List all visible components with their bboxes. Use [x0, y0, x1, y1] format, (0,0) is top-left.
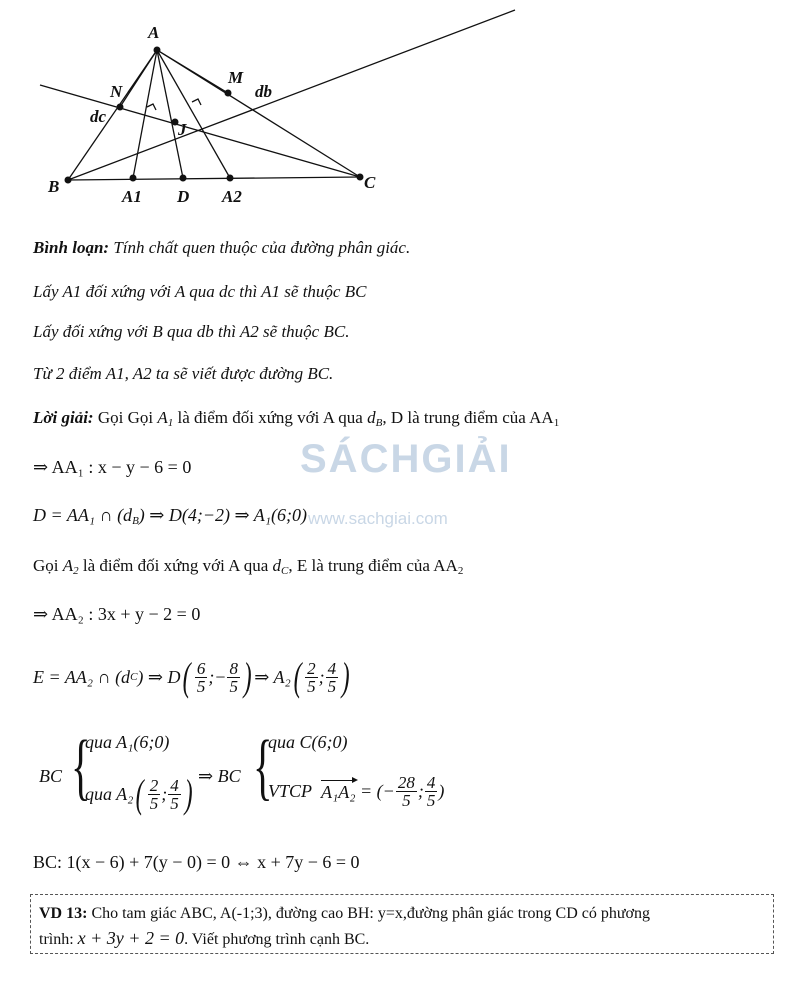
- bc-qua-a1: qua A₁(6;0): [85, 732, 170, 752]
- watermark-url: www.sachgiai.com: [308, 509, 448, 528]
- bc-arrow: ⇒ BC: [198, 766, 241, 786]
- frac-a2-y: $\frac{4}{5}$: [327, 658, 337, 696]
- example-line-1: VD 13: Cho tam giác ABC, A(-1;3), đường cao BH: y=x,đường phân giác trong CD có phương: [39, 905, 651, 922]
- watermark-title: SÁCHGIẢI: [300, 437, 512, 481]
- example-label: VD 13:: [39, 905, 88, 922]
- label-db: db: [255, 82, 272, 101]
- solution-heading: Lời giải:: [33, 408, 94, 427]
- frac-a2-x: $\frac{2}{5}$: [307, 658, 316, 696]
- label-C: C: [364, 173, 376, 192]
- commentary-line-4: Từ 2 điểm A1, A2 ta sẽ viết được đường BC.: [33, 364, 334, 383]
- example-line-2: trình: x + 3y + 2 = 0. Viết phương trình cạnh BC.: [39, 928, 370, 948]
- commentary-heading: Bình loạn:: [33, 238, 110, 257]
- bc-qua-a2: qua A₂ ( $\frac{2}{5}$ ; $\frac{4}{5}$ ): [85, 771, 193, 816]
- frac-d-x: $\frac{6}{5}$: [196, 658, 206, 696]
- commentary-line-1: Bình loạn: Tính chất quen thuộc của đường phân giác.: [33, 238, 411, 257]
- label-M: M: [228, 68, 244, 87]
- geometry-diagram: [0, 0, 800, 215]
- eq-aa2: ⇒ AA₂ : 3x + y − 2 = 0: [33, 604, 201, 624]
- eq-e: E = AA₂ ∩ (d C ) ⇒ D ( $\frac{6}{5}$ ;− $\frac{8}{5}$ ) ⇒ A₂ ( $\frac{2}{5}$ ; $\frac{4}{5}$ ): [33, 654, 350, 699]
- solution-intro-2: Gọi $A_2$ là điểm đối xứng với A qua $d_C$, E là trung điểm của $AA_2$: [33, 556, 464, 577]
- vector-a1a2: A₁A₂: [321, 782, 356, 802]
- eq-aa1: ⇒ AA₁ : x − y − 6 = 0: [33, 457, 192, 477]
- label-B: B: [48, 177, 60, 196]
- bc-label: BC: [39, 766, 63, 786]
- commentary-line-2: Lấy A1 đối xứng với A qua dc thì A1 sẽ thuộc BC: [33, 282, 367, 301]
- label-A: A: [148, 23, 160, 42]
- bc-vtcp: VTCP A₁A₂ = (− $\frac{28}{5}$ ; $\frac{4}{5}$ ): [268, 773, 445, 810]
- commentary-line-3: Lấy đối xứng với B qua db thì A2 sẽ thuộc BC.: [33, 322, 350, 341]
- label-A1: A1: [122, 187, 142, 206]
- label-dc: dc: [90, 107, 107, 126]
- example-box: [30, 894, 774, 954]
- eq-d: D = AA₁ ∩ $(d_B)$ ⇒ D(4;−2) ⇒ A₁(6;0): [33, 505, 307, 527]
- sachgiai-watermark: [300, 437, 510, 537]
- label-D: D: [177, 187, 190, 206]
- label-A2: A2: [222, 187, 242, 206]
- solution-intro: Lời giải: Gọi Gọi $A_1$ là điểm đối xứng với A qua $d_B$, D là trung điểm của $AA_1$: [33, 408, 560, 429]
- bc-final-equation: BC: 1(x − 6) + 7(y − 0) = 0 ⇔ x + 7y − 6 = 0: [33, 852, 360, 872]
- frac-d-y: $\frac{8}{5}$: [229, 658, 238, 696]
- bc-qua-c: qua C(6;0): [268, 732, 348, 752]
- label-N: N: [110, 82, 123, 101]
- bc-system: BC { qua A₁(6;0) qua A₂ ( $\frac{2}{5}$ ; $\frac{4}{5}$ ) ⇒ BC { qua C(6;0) VTCP A₁A₂ = (− $\frac{28}{5}$ ; $\frac{4}{5}$ ): [39, 726, 445, 816]
- label-J: J: [178, 120, 187, 139]
